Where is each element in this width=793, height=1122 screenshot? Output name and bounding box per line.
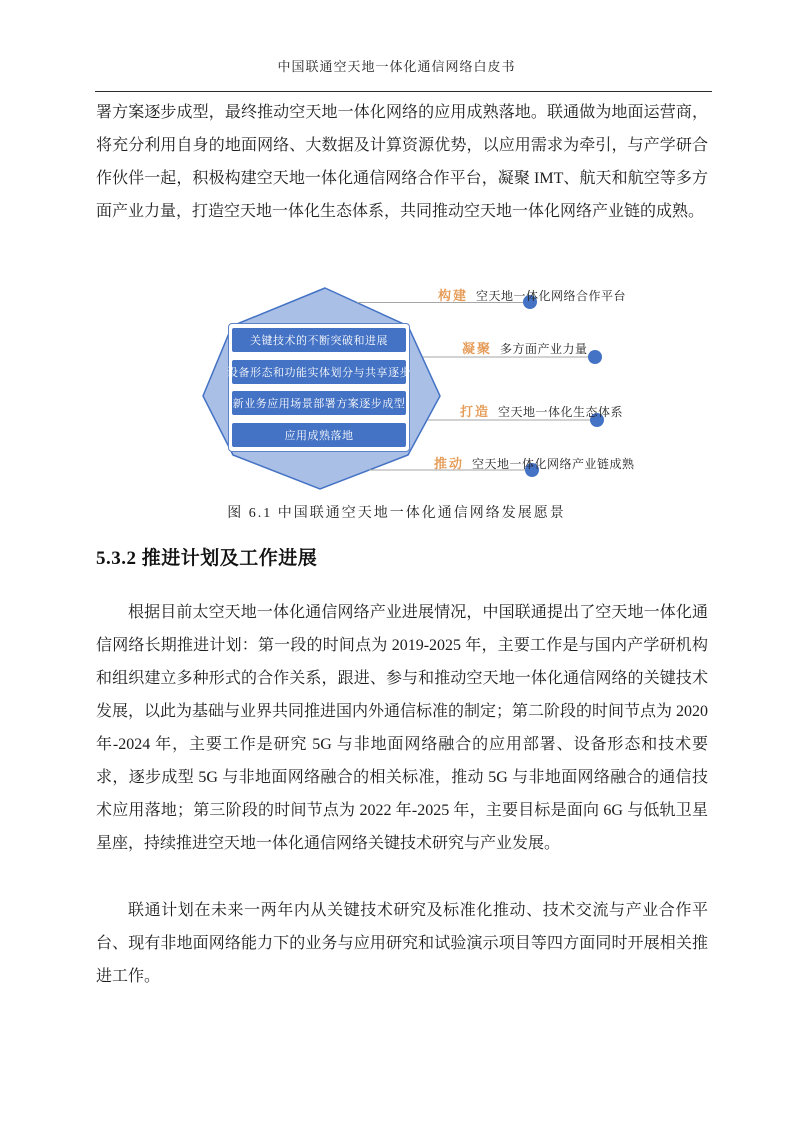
- header-rule: [95, 91, 712, 92]
- figure-label-3-keyword: 打造: [460, 404, 491, 419]
- figure-label-4-text: 空天地一体化网络产业链成熟: [472, 457, 635, 471]
- figure-label-4-keyword: 推动: [434, 456, 465, 471]
- stage-bar-3: 新业务应用场景部署方案逐步成型: [232, 391, 406, 415]
- endpoint-dot-2: [588, 350, 602, 364]
- figure-label-1-keyword: 构建: [438, 288, 469, 303]
- figure-label-2-keyword: 凝聚: [462, 341, 493, 356]
- figure-label-1: [438, 285, 626, 304]
- figure-label-2: [462, 338, 588, 357]
- section-heading: 5.3.2 推进计划及工作进展: [96, 548, 318, 569]
- figure-label-1-text: 空天地一体化网络合作平台: [476, 289, 627, 303]
- figure-label-4: [434, 453, 635, 472]
- figure-6-1-diagram: [192, 284, 635, 498]
- page-header-title: 中国联通空天地一体化通信网络白皮书: [277, 59, 516, 74]
- stage-bar-1: 关键技术的不断突破和进展: [232, 328, 406, 352]
- stage-bar-4: 应用成熟落地: [232, 423, 406, 447]
- figure-label-3-text: 空天地一体化生态体系: [498, 405, 624, 419]
- paragraph-1: 署方案逐步成型，最终推动空天地一体化网络的应用成熟落地。联通做为地面运营商，将充分利用自身的地面网络、大数据及计算资源优势，以应用需求为牵引，与产学研合作伙伴一起，积极构建空天地一体化通信网络合作平台，凝聚 IMT、航天和航空等多方面产业力量，打造空天地一体化生态体系，共同推动空天地一体化网络产业链的成熟。: [96, 104, 708, 220]
- figure-caption: 图 6.1 中国联通空天地一体化通信网络发展愿景: [227, 506, 566, 521]
- stage-bar-2: 设备形态和功能实体划分与共享逐步: [232, 360, 406, 384]
- paragraph-3: 联通计划在未来一两年内从关键技术研究及标准化推动、技术交流与产业合作平台、现有非地面网络能力下的业务与应用研究和试验演示项目等四方面同时开展相关推进工作。: [96, 902, 708, 985]
- figure-label-2-text: 多方面产业力量: [500, 342, 588, 356]
- stage-box: [228, 323, 410, 452]
- paragraph-2: 根据目前太空天地一体化通信网络产业进展情况，中国联通提出了空天地一体化通信网络长期推进计划：第一段的时间点为 2019-2025 年，主要工作是与国内产学研机构和组织建立多种形式的合作关系，跟进、参与和推动空天地一体化通信网络的关键技术发展，以此为基础与业界共同推进国内外通信标准的制定；第二阶段的时间节点为 2020 年-2024 年，主要工作是研究 5G 与非地面网络融合的应用部署、设备形态和技术要求，逐步成型 5G 与非地面网络融合的相关标准，推动 5G 与非地面网络融合的通信技术应用落地；第三阶段的时间节点为 2022 年-2025 年，主要目标是面向 6G 与低轨卫星星座，持续推进空天地一体化通信网络关键技术研究与产业发展。: [96, 604, 709, 852]
- figure-label-3: [460, 401, 623, 420]
